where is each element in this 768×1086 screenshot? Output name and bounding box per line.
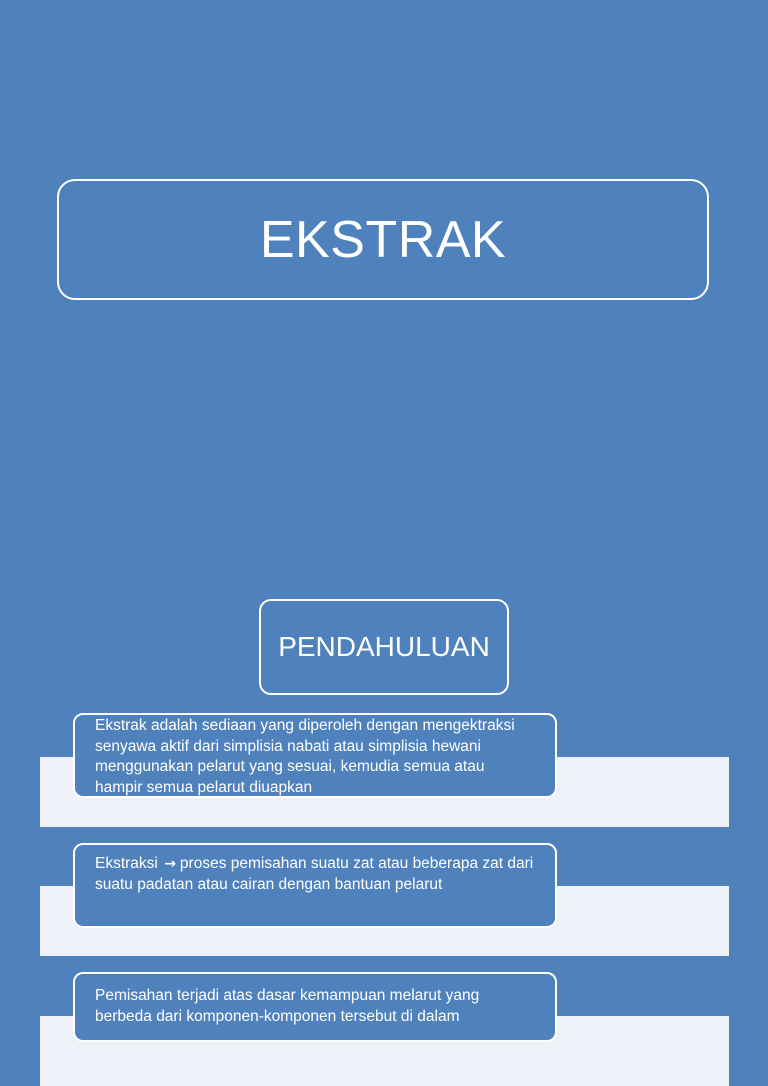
- section-title: PENDAHULUAN: [278, 631, 490, 662]
- title-box: [57, 179, 709, 300]
- section-header-box: [259, 599, 509, 695]
- arrow-right-icon: →: [164, 856, 176, 872]
- term-label: Ekstraksi: [95, 855, 158, 872]
- definition-card-ekstraksi: [73, 843, 557, 928]
- card-text: Ekstrak adalah sediaan yang diperoleh dengan mengektraksi senyawa aktif dari simplisia nabati atau simplisia hewani menggunakan pelarut yang sesuai, kemudia semua atau hampir semua pelarut diuapkan: [95, 717, 515, 796]
- slide-title: EKSTRAK: [259, 210, 507, 269]
- definition-card-ekstrak: [73, 713, 557, 798]
- card-text: Pemisahan terjadi atas dasar kemampuan melarut yang berbeda dari komponen-komponen tersebut di dalam: [95, 987, 480, 1025]
- card-text: [95, 854, 535, 895]
- definition-card-pemisahan: [73, 972, 557, 1042]
- term-definition: proses pemisahan suatu zat atau beberapa zat dari suatu padatan atau cairan dengan bantuan pelarut: [95, 855, 534, 893]
